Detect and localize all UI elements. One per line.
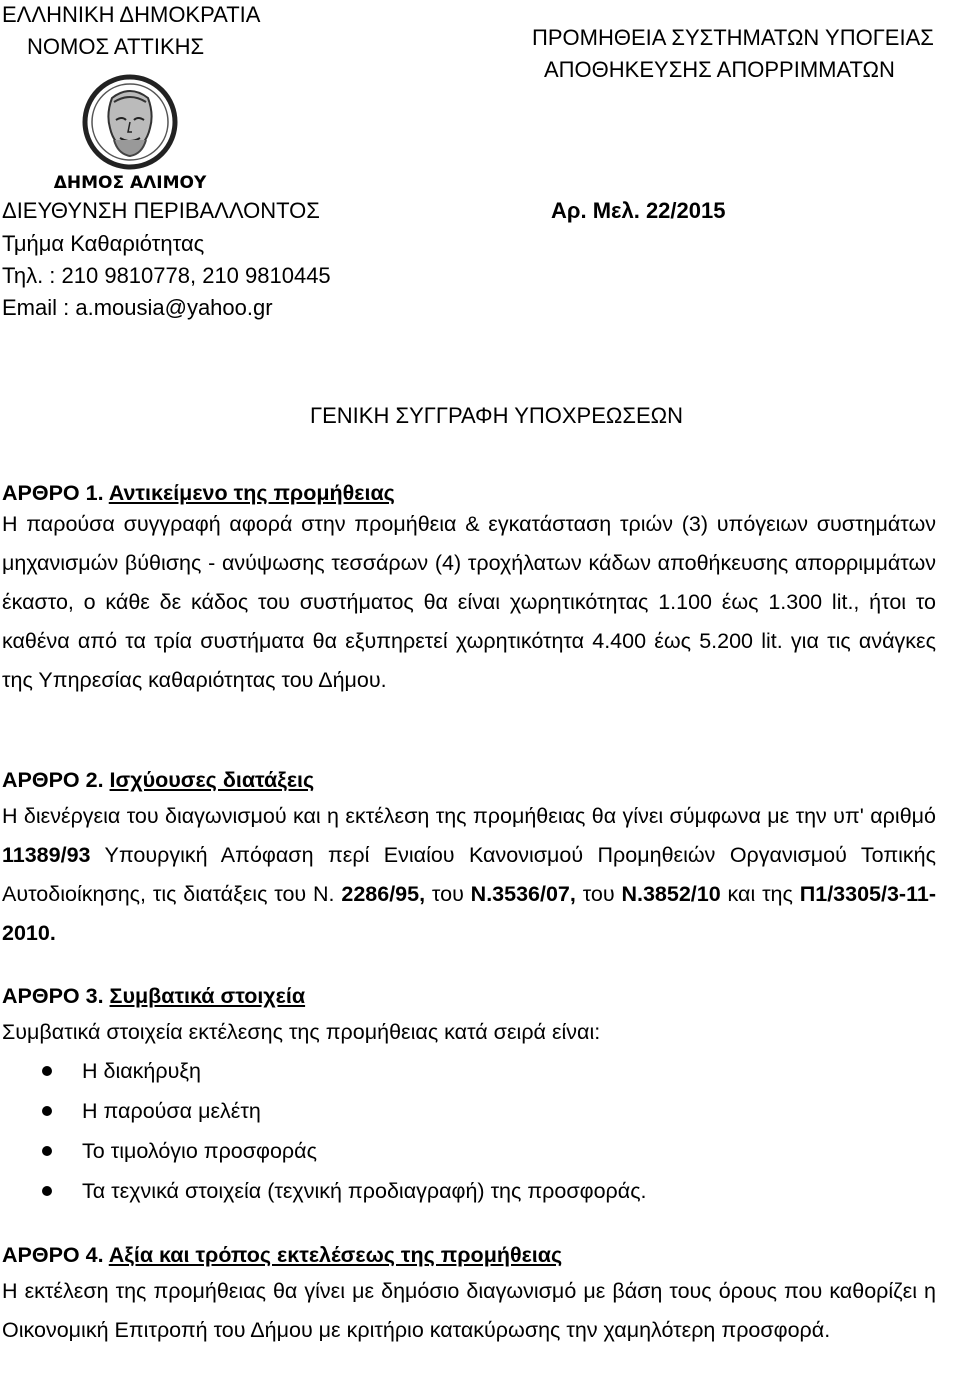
republic-title: ΕΛΛΗΝΙΚΗ ΔΗΜΟΚΡΑΤΙΑ xyxy=(2,2,261,27)
article-2-text-part: Η διενέργεια του διαγωνισμού και η εκτέλεση της προμήθειας θα γίνει σύμφωνα με την υπ' αριθμό xyxy=(2,804,936,828)
article-1-number: ΑΡΘΡΟ 1. xyxy=(2,481,104,505)
study-number: Αρ. Μελ. 22/2015 xyxy=(551,198,726,223)
article-2-heading xyxy=(2,765,314,795)
prefecture-title: ΝΟΜΟΣ ΑΤΤΙΚΗΣ xyxy=(27,34,205,59)
list-item xyxy=(2,1051,902,1091)
article-2-number: ΑΡΘΡΟ 2. xyxy=(2,768,104,792)
article-4-title: Αξία και τρόπος εκτελέσεως της προμήθειας xyxy=(108,1243,563,1267)
list-item xyxy=(2,1131,902,1171)
email-line: Email : a.mousia@yahoo.gr xyxy=(2,295,273,320)
project-title-line2: ΑΠΟΘΗΚΕΥΣΗΣ ΑΠΟΡΡΙΜΜΑΤΩΝ xyxy=(544,57,895,82)
article-2-title: Ισχύουσες διατάξεις xyxy=(109,768,315,792)
article-3-intro: Συμβατικά στοιχεία εκτέλεσης της προμήθειας κατά σειρά είναι: xyxy=(2,1020,601,1044)
bullet-icon xyxy=(42,1106,52,1116)
law-reference: Ν.3536/07, xyxy=(470,882,576,906)
article-4-number: ΑΡΘΡΟ 4. xyxy=(2,1243,104,1267)
bullet-icon xyxy=(42,1066,52,1076)
article-1-text: Η παρούσα συγγραφή αφορά στην προμήθεια & εγκατάσταση τριών (3) υπόγειων συστημάτων μηχανισμών βύθισης - ανύψωσης τεσσάρων (4) τροχήλατων κάδων αποθήκευσης απορριμμάτων έκαστο, ο κάθε δε κάδος του συστήματος θα είναι χωρητικότητας 1.100 έως 1.300 lit., ήτοι το καθένα από τα τρία συστήματα θα εξυπηρετεί χωρητικότητα 4.400 έως 5.200 lit. για τις ανάγκες της Υπηρεσίας καθαριότητας του Δήμου. xyxy=(2,512,936,692)
svg-text:ΔΗΜΟΣ ΑΛΙΜΟΥ: ΔΗΜΟΣ ΑΛΙΜΟΥ xyxy=(53,173,207,192)
phone-line: Τηλ. : 210 9810778, 210 9810445 xyxy=(2,263,331,288)
article-2-text-part: Υπουργική Απόφαση περί Ενιαίου Κανονισμού Προμηθειών Οργανισμού Τοπικής Αυτοδιοίκησης, τις διατάξεις του Ν. xyxy=(2,843,936,906)
decision-number: 11389/93 xyxy=(2,843,91,867)
bullet-icon xyxy=(42,1146,52,1156)
article-3-heading xyxy=(2,981,305,1011)
municipality-seal-icon xyxy=(30,70,230,192)
article-2-text xyxy=(2,797,936,953)
article-3-number: ΑΡΘΡΟ 3. xyxy=(2,984,104,1008)
article-2-text-part: και της xyxy=(720,882,800,906)
article-1-title: Αντικείμενο της προμήθειας xyxy=(108,481,395,505)
list-item xyxy=(2,1091,902,1131)
article-3-title: Συμβατικά στοιχεία xyxy=(109,984,306,1008)
decision-reference: Π1/3305/3-11-2010. xyxy=(2,882,936,945)
article-4-heading xyxy=(2,1240,562,1270)
list-item-text: Τα τεχνικά στοιχεία (τεχνική προδιαγραφή) της προσφοράς. xyxy=(82,1179,647,1203)
law-reference: 2286/95, xyxy=(341,882,426,906)
department-name: Τμήμα Καθαριότητας xyxy=(2,231,205,256)
directorate-name: ΔΙΕΥΘΥΝΣΗ ΠΕΡΙΒΑΛΛΟΝΤΟΣ xyxy=(2,198,320,223)
list-item xyxy=(2,1171,902,1211)
list-item-text: Η διακήρυξη xyxy=(82,1059,201,1083)
project-title-line1: ΠΡΟΜΗΘΕΙΑ ΣΥΣΤΗΜΑΤΩΝ ΥΠΟΓΕΙΑΣ xyxy=(532,25,934,50)
article-1-heading xyxy=(2,478,395,508)
list-item-text: Το τιμολόγιο προσφοράς xyxy=(82,1139,317,1163)
law-reference: Ν.3852/10 xyxy=(621,882,721,906)
article-2-text-part: του xyxy=(575,882,622,906)
contract-documents-list xyxy=(2,1051,902,1211)
document-title: ΓΕΝΙΚΗ ΣΥΓΓΡΑΦΗ ΥΠΟΧΡΕΩΣΕΩΝ xyxy=(310,403,683,428)
municipality-logo xyxy=(30,70,230,192)
article-4-text: Η εκτέλεση της προμήθειας θα γίνει με δημόσιο διαγωνισμό με βάση τους όρους που καθορίζει η Οικονομική Επιτροπή του Δήμου με κριτήριο κατακύρωσης την χαμηλότερη προσφορά. xyxy=(2,1279,936,1342)
list-item-text: Η παρούσα μελέτη xyxy=(82,1099,261,1123)
article-2-text-part: του xyxy=(425,882,471,906)
bullet-icon xyxy=(42,1186,52,1196)
